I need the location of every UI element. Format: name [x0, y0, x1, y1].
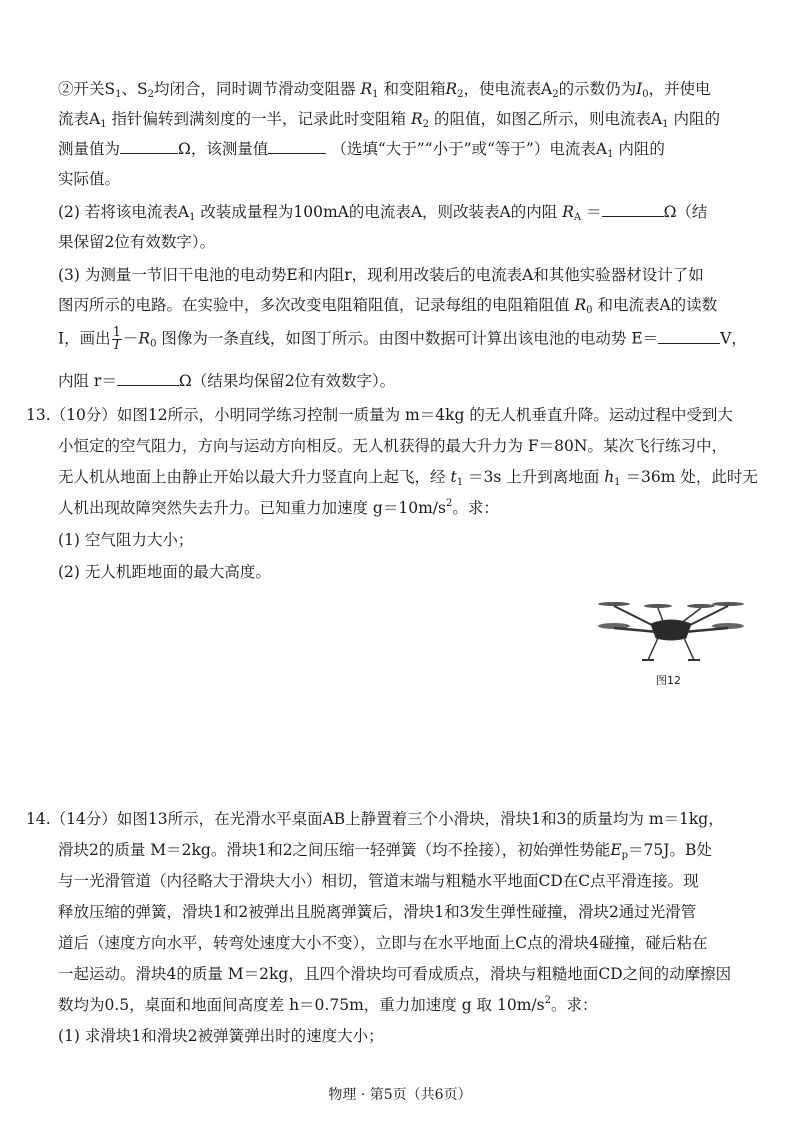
answer-blank[interactable] [268, 139, 326, 154]
q14-line3: 与一光滑管道（内径略大于滑块大小）相切，管道末端与粗糙水平地面CD在C点平滑连接。现 [58, 872, 699, 890]
q14-line2: 滑块2的质量 M＝2kg。滑块1和2之间压缩一轻弹簧（均不拴接），初始弹性势能$E_p=75J$。B处 [58, 841, 712, 861]
q13-line3: 无人机从地面上由静止开始以最大升力竖直向上起飞，经 $t_1 =3s$ 上升到离地面 $h_1 =36m$ 处，此时无 [58, 468, 758, 488]
q14-line7: 数均为0.5，桌面和地面间高度差 h＝0.75m，重力加速度 g 取 $10m/s^2$。求： [58, 995, 598, 1014]
q14-sub1: (1) 求滑块1和滑块2被弹簧弹出时的速度大小； [58, 1027, 384, 1045]
q13-sub2: (2) 无人机距地面的最大高度。 [58, 563, 271, 581]
q13-line2: 小恒定的空气阻力，方向与运动方向相反。无人机获得的最大升力为 F＝80N。某次飞行练习中， [58, 437, 727, 455]
q12-p2-line2: 流表$A_1$ 指针偏转到满刻度的一半，记录此时变阻箱 $R_2$ 的阻值，如图乙所示，则电流表$A_1$ 内阻的 [58, 110, 720, 130]
answer-blank[interactable] [117, 371, 179, 386]
q14-line5: 道后（速度方向水平，转弯处速度大小不变），立即与在水平地面上C点的滑块4碰撞，碰后粘在 [58, 934, 708, 952]
q12-p4-line4: 内阻 r＝ Ω（结果均保留2位有效数字）。 [58, 372, 396, 390]
q13-line1: 13.（10分）如图12所示，小明同学练习控制一质量为 m＝4kg 的无人机垂直升降。运动过程中受到大 [26, 406, 733, 424]
fraction: $\frac{1}{I}$ [112, 325, 121, 353]
q12-p2-line1: ②开关$S_1$、$S_2$均闭合，同时调节滑动变阻器 $R_1$ 和变阻箱$R_2$，使电流表$A_2$的示数仍为$I_0$，并使电 [58, 80, 711, 100]
q12-p2-line3: 测量值为 Ω，该测量值 （选填“大于”“小于”或“等于”）电流表$A_1$ 内阻的 [58, 140, 665, 160]
q12-p2-line4: 实际值。 [58, 170, 121, 188]
page-footer: 物理 · 第5页（共6页） [328, 1087, 472, 1103]
q12-p4-line1: (3) 为测量一节旧干电池的电动势E和内阻r，现利用改装后的电流表A和其他实验器材设计了如 [58, 266, 704, 284]
q12-p3-line2: 果保留2位有效数字）。 [58, 233, 216, 251]
q14-line4: 释放压缩的弹簧，滑块1和2被弹出且脱离弹簧后，滑块1和3发生弹性碰撞，滑块2通过光滑管 [58, 903, 697, 921]
q14-line1: 14.（14分）如图13所示，在光滑水平桌面AB上静置着三个小滑块，滑块1和3的质量均为 m＝1kg， [26, 810, 724, 828]
q14-line6: 一起运动。滑块4的质量 M＝2kg，且四个滑块均可看成质点，滑块与粗糙地面CD之间的动摩擦因 [58, 965, 732, 983]
answer-blank[interactable] [602, 202, 664, 217]
q12-p4-line2: 图丙所示的电路。在实验中，多次改变电阻箱阻值，记录每组的电阻箱阻值 $R_0$ 和电流表A的读数 [58, 296, 718, 316]
figure-caption: 图12 [656, 674, 681, 687]
q12-p3-line1: (2) 若将该电流表$A_1$ 改装成量程为100mA的电流表A，则改装表A的内阻 $R_A = \Omega$（结 [58, 203, 708, 223]
q12-p4-line3: I，画出 $\frac{1}{I}$ $-R_0$ 图像为一条直线，如图丁所示。由图中数据可计算出该电池的电动势 E＝ V， [58, 325, 747, 353]
answer-blank[interactable] [120, 139, 178, 154]
answer-blank[interactable] [658, 329, 720, 344]
q13-line4: 人机出现故障突然失去升力。已知重力加速度 $g=10m/s^2$。求： [58, 498, 499, 517]
drone-figure [596, 596, 746, 668]
q13-sub1: (1) 空气阻力大小； [58, 531, 194, 549]
